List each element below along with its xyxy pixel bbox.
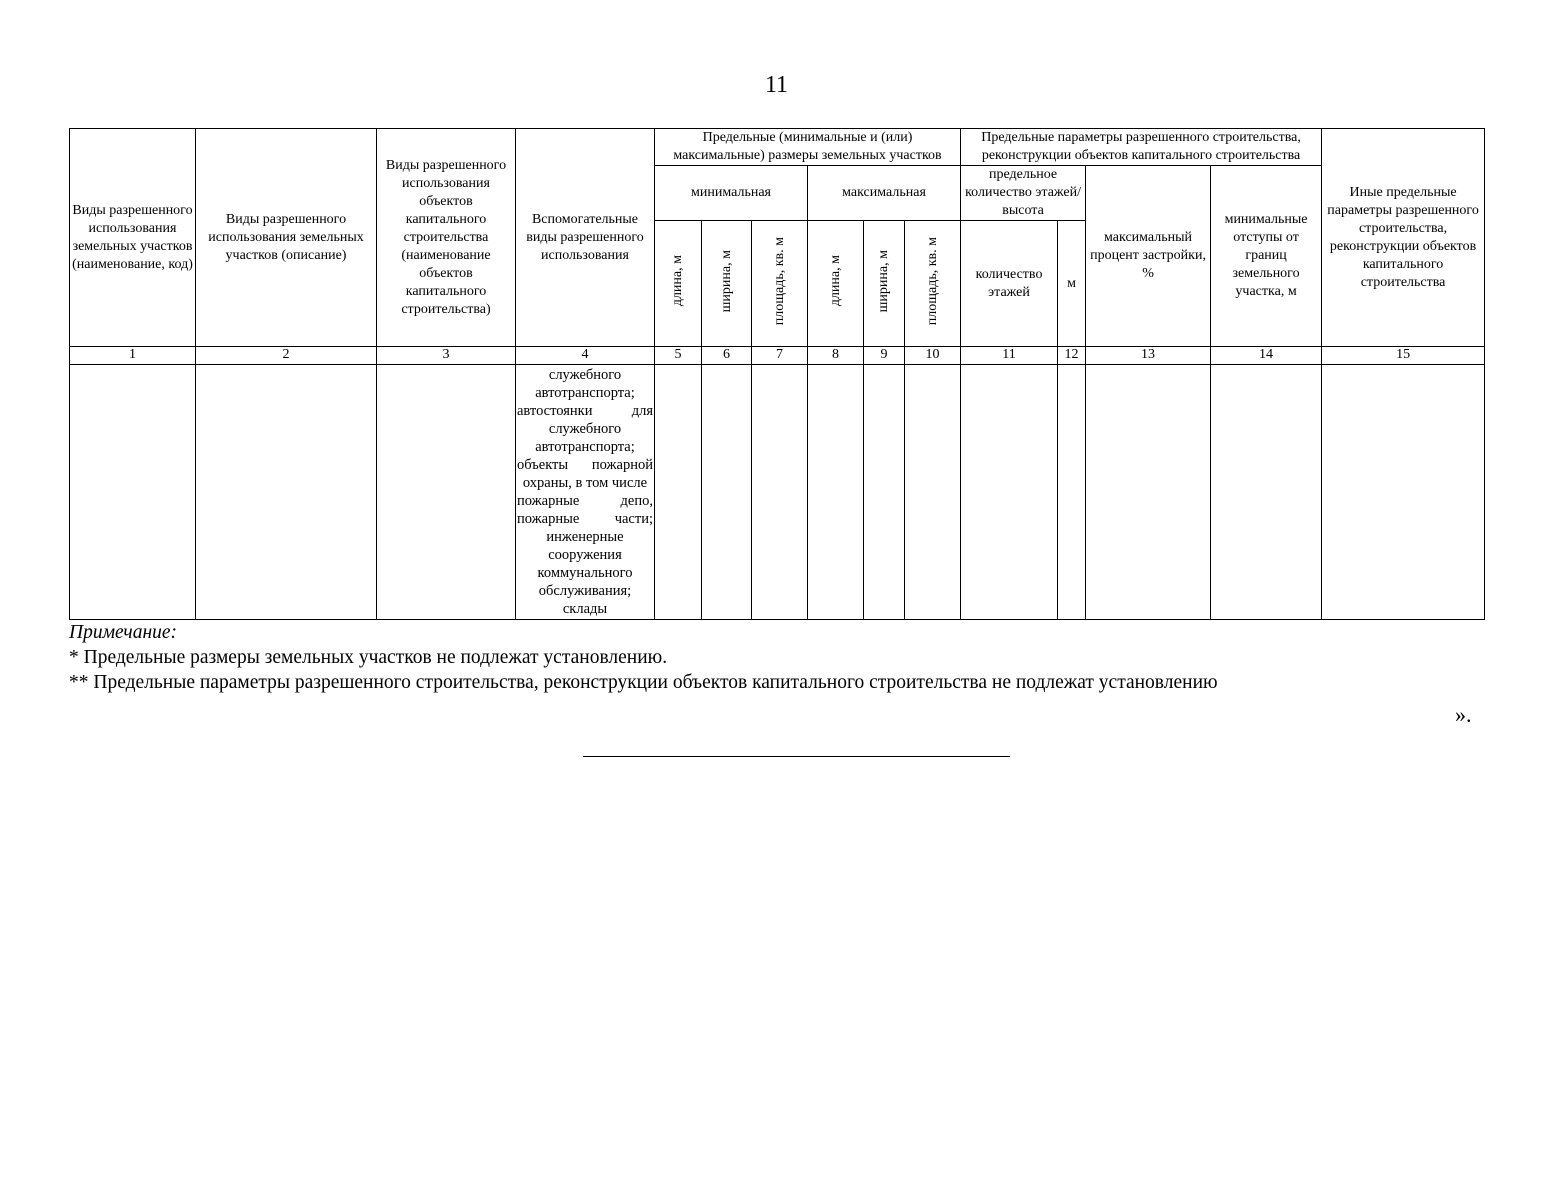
table-cell: [752, 365, 808, 620]
header-col3: Виды разрешенного использования объектов капитального строительства (наименование объектов капитального строительства): [377, 129, 516, 347]
aux-line-left: автотранспорта;: [535, 385, 635, 402]
table-cell: [1086, 365, 1211, 620]
header-col2: Виды разрешенного использования земельных участков (описание): [196, 129, 377, 347]
aux-line: [517, 582, 653, 600]
col-number-11: 11: [961, 347, 1058, 365]
aux-line-left: сооружения: [548, 547, 622, 564]
separator-line: [583, 756, 1010, 757]
col-number-8: 8: [808, 347, 864, 365]
table-cell: [70, 365, 196, 620]
table-cell: [1211, 365, 1322, 620]
col-number-5: 5: [655, 347, 702, 365]
aux-line: [517, 564, 653, 582]
aux-line: [517, 366, 653, 384]
header-max-area: площадь, кв. м: [905, 221, 961, 347]
aux-line-right: депо,: [620, 493, 653, 510]
header-min-width: ширина, м: [702, 221, 752, 347]
col-number-9: 9: [864, 347, 905, 365]
header-col15: Иные предельные параметры разрешенного строительства, реконструкции объектов капитального строительства: [1322, 129, 1485, 347]
aux-line: [517, 492, 653, 510]
aux-line: [517, 528, 653, 546]
header-height-m: м: [1058, 221, 1086, 347]
aux-line-right: пожарной: [591, 457, 653, 474]
aux-line-left: инженерные: [546, 529, 624, 546]
header-floors-count: количество этажей: [961, 221, 1058, 347]
aux-line: [517, 402, 653, 420]
table-cell: [808, 365, 864, 620]
table-cell: [1058, 365, 1086, 620]
header-col4: Вспомогательные виды разрешенного использования: [516, 129, 655, 347]
aux-line-left: пожарные: [517, 511, 580, 528]
table-cell: [905, 365, 961, 620]
aux-line: [517, 456, 653, 474]
table-cell: [377, 365, 516, 620]
header-min-area: площадь, кв. м: [752, 221, 808, 347]
col-number-2: 2: [196, 347, 377, 365]
aux-line: [517, 474, 653, 492]
header-max-length: длина, м: [808, 221, 864, 347]
aux-line-left: пожарные: [517, 493, 580, 510]
notes-block: [69, 620, 1218, 695]
header-min-setbacks: минимальные отступы от границ земельного участка, м: [1211, 166, 1322, 347]
note-2: ** Предельные параметры разрешенного строительства, реконструкции объектов капитального строительства не подлежат установлению: [69, 672, 1218, 693]
aux-line: [517, 510, 653, 528]
aux-line-left: склады: [562, 601, 608, 618]
aux-line: [517, 438, 653, 456]
aux-line-left: автотранспорта;: [535, 439, 635, 456]
aux-line-left: автостоянки: [517, 403, 593, 420]
closing-quote: ».: [1455, 702, 1472, 727]
auxiliary-uses-cell: [516, 365, 655, 620]
aux-line: [517, 546, 653, 564]
col-number-15: 15: [1322, 347, 1485, 365]
col-number-1: 1: [70, 347, 196, 365]
aux-line-left: служебного: [548, 421, 622, 438]
land-use-table: [69, 128, 1485, 620]
aux-line-left: охраны, в том числе: [522, 475, 648, 492]
col-number-4: 4: [516, 347, 655, 365]
note-1: * Предельные размеры земельных участков не подлежат установлению.: [69, 647, 668, 668]
header-min-length: длина, м: [655, 221, 702, 347]
col-number-6: 6: [702, 347, 752, 365]
table-cell: [864, 365, 905, 620]
col-number-12: 12: [1058, 347, 1086, 365]
header-col1: Виды разрешенного использования земельных участков (наименование, код): [70, 129, 196, 347]
col-number-7: 7: [752, 347, 808, 365]
aux-line-right: части;: [614, 511, 653, 528]
header-floors-group: предельное количество этажей/высота: [961, 166, 1086, 221]
auxiliary-uses-list: [517, 366, 653, 618]
header-build-group: Предельные параметры разрешенного строительства, реконструкции объектов капитального строительства: [961, 129, 1322, 166]
aux-line: [517, 600, 653, 618]
table-cell: [702, 365, 752, 620]
aux-line-right: для: [631, 403, 653, 420]
header-max-percent: максимальный процент застройки, %: [1086, 166, 1211, 347]
header-land-group: Предельные (минимальные и (или) максимальные) размеры земельных участков: [655, 129, 961, 166]
col-number-3: 3: [377, 347, 516, 365]
table-cell: [196, 365, 377, 620]
header-min: минимальная: [655, 166, 808, 221]
page-number: 11: [764, 72, 789, 98]
aux-line: [517, 384, 653, 402]
col-number-13: 13: [1086, 347, 1211, 365]
aux-line-left: обслуживания;: [538, 583, 632, 600]
header-max-width: ширина, м: [864, 221, 905, 347]
aux-line: [517, 420, 653, 438]
table-cell: [961, 365, 1058, 620]
aux-line-left: объекты: [517, 457, 569, 474]
table-cell: [655, 365, 702, 620]
aux-line-left: коммунального: [537, 565, 633, 582]
notes-title: Примечание:: [69, 622, 178, 643]
header-max: максимальная: [808, 166, 961, 221]
aux-line-left: служебного: [548, 367, 622, 384]
table-cell: [1322, 365, 1485, 620]
col-number-14: 14: [1211, 347, 1322, 365]
col-number-10: 10: [905, 347, 961, 365]
